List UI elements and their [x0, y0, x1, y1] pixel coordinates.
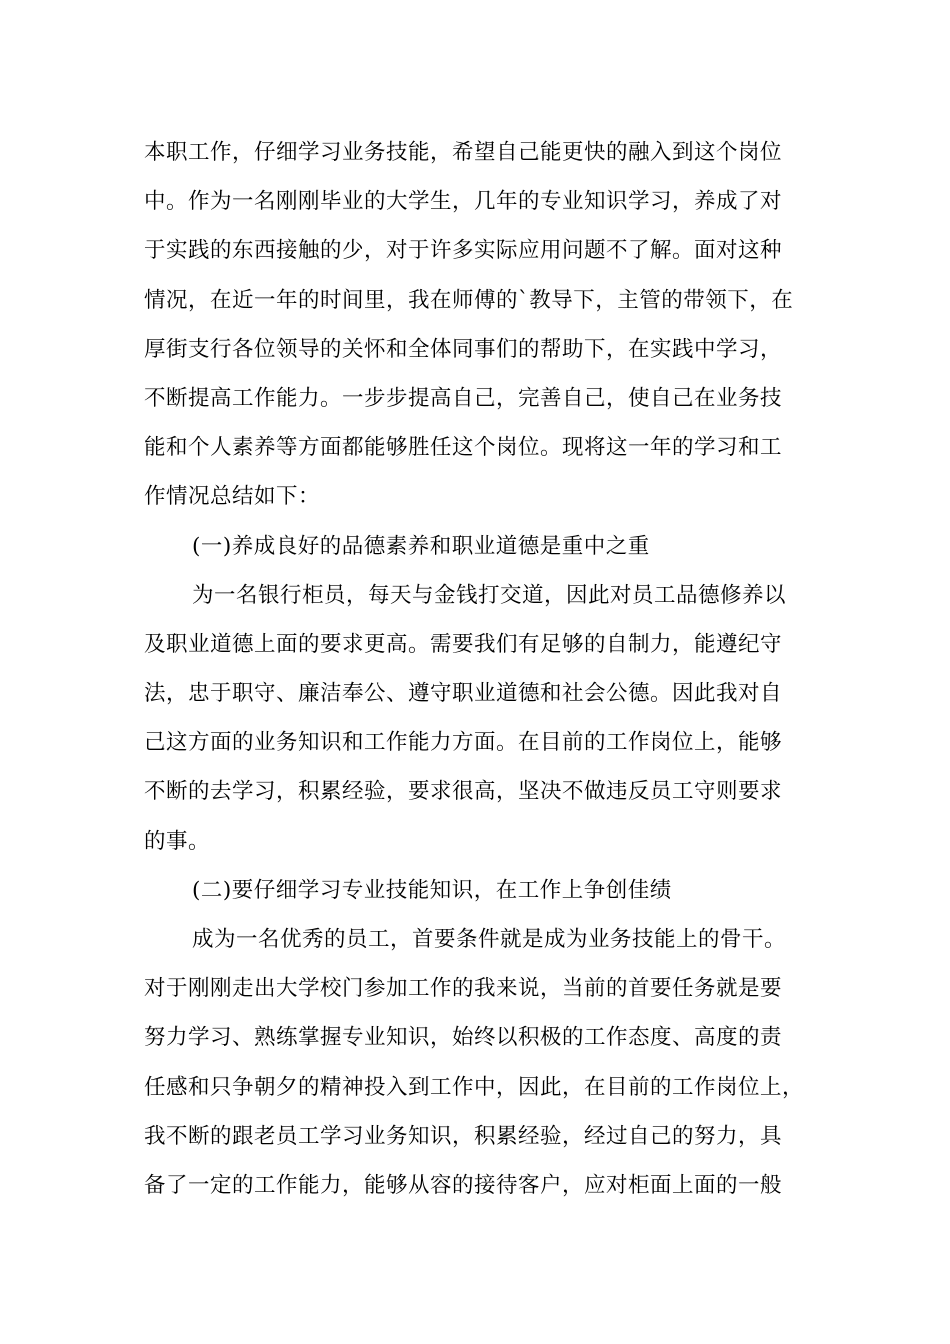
text-line: 我不断的跟老员工学习业务知识，积累经验，经过自己的努力，具 [144, 1123, 783, 1149]
text-line: 中。作为一名刚刚毕业的大学生，几年的专业知识学习，养成了对 [144, 189, 783, 215]
text-line: 为一名银行柜员，每天与金钱打交道，因此对员工品德修养以 [192, 582, 787, 608]
text-line: 不断提高工作能力。一步步提高自己，完善自己，使自己在业务技 [144, 385, 783, 411]
text-line: 厚街支行各位领导的关怀和全体同事们的帮助下，在实践中学习， [144, 336, 783, 362]
text-line: 任感和只争朝夕的精神投入到工作中，因此，在目前的工作岗位上， [144, 1074, 805, 1100]
text-line: 备了一定的工作能力，能够从容的接待客户，应对柜面上面的一般 [144, 1172, 783, 1198]
text-line: 作情况总结如下： [144, 484, 321, 510]
text-line: 成为一名优秀的员工，首要条件就是成为业务技能上的骨干。 [192, 927, 787, 952]
document-body [144, 128, 820, 1210]
text-line: 不断的去学习，积累经验，要求很高，坚决不做违反员工守则要求 [144, 779, 783, 805]
section-heading-2: (二)要仔细学习专业技能知识，在工作上争创佳绩 [192, 877, 672, 903]
section-heading-1: (一)养成良好的品德素养和职业道德是重中之重 [192, 533, 650, 559]
text-line: 于实践的东西接触的少，对于许多实际应用问题不了解。面对这种 [144, 238, 783, 264]
text-line: 情况，在近一年的时间里，我在师傅的`教导下，主管的带领下，在 [144, 287, 794, 313]
text-line: 能和个人素养等方面都能够胜任这个岗位。现将这一年的学习和工 [144, 435, 783, 461]
text-line: 法，忠于职守、廉洁奉公、遵守职业道德和社会公德。因此我对自 [144, 681, 783, 707]
text-line: 己这方面的业务知识和工作能力方面。在目前的工作岗位上，能够 [144, 730, 783, 756]
text-line: 及职业道德上面的要求更高。需要我们有足够的自制力，能遵纪守 [144, 631, 783, 657]
text-line: 对于刚刚走出大学校门参加工作的我来说，当前的首要任务就是要 [144, 976, 783, 1002]
text-line: 努力学习、熟练掌握专业知识，始终以积极的工作态度、高度的责 [144, 1025, 783, 1051]
text-line: 的事。 [144, 828, 211, 854]
text-line: 本职工作，仔细学习业务技能，希望自己能更快的融入到这个岗位 [144, 140, 783, 165]
